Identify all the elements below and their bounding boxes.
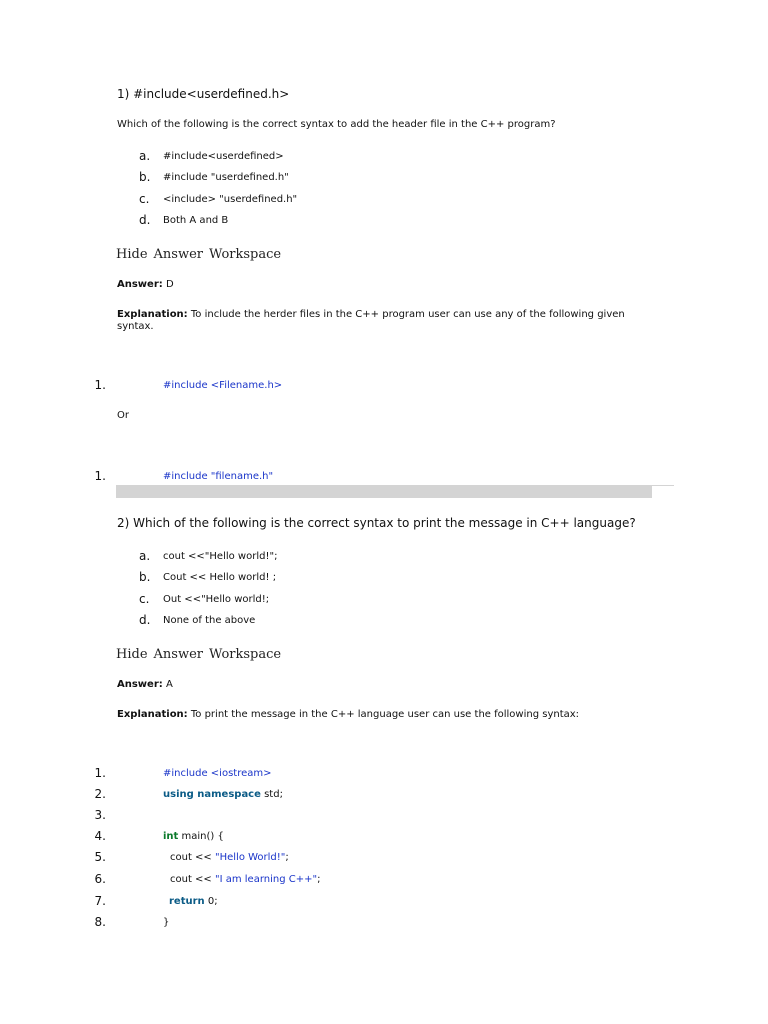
- code-plain: cout <<: [170, 874, 215, 885]
- explanation-label: Explanation:: [117, 309, 188, 320]
- question-1-title: 1) #include<userdefined.h>: [117, 87, 290, 101]
- code-line-number: 8.: [94, 915, 106, 929]
- option-letter: a.: [139, 149, 151, 163]
- explanation: [117, 309, 657, 333]
- option-letter: b.: [139, 570, 151, 584]
- option-letter: c.: [139, 592, 150, 606]
- option-text: Out <<"Hello world!;: [163, 594, 270, 605]
- answer-label: Answer: [153, 647, 203, 662]
- answer-value: A: [165, 679, 173, 690]
- code-line: }: [163, 917, 170, 928]
- option-letter: d.: [139, 213, 151, 227]
- code-line-number: 3.: [94, 808, 106, 822]
- separator-line: [652, 485, 674, 486]
- code-line-number: 1.: [94, 378, 106, 392]
- code-line-number: 4.: [94, 829, 106, 843]
- question-2-title: 2) Which of the following is the correct syntax to print the message in C++ language?: [117, 516, 636, 530]
- option-letter: d.: [139, 613, 151, 627]
- code-plain: 0;: [204, 896, 218, 907]
- code-plain: main() {: [178, 831, 224, 842]
- option-text: cout <<"Hello world!";: [163, 551, 278, 562]
- code-line: #include <Filename.h>: [163, 380, 283, 391]
- code-line: [170, 852, 289, 863]
- question-1-text: Which of the following is the correct syntax to add the header file in the C++ program?: [117, 119, 556, 130]
- hide-answer-workspace-link[interactable]: [116, 247, 287, 262]
- code-plain: cout <<: [170, 852, 215, 863]
- code-line: [169, 896, 218, 907]
- code-line: #include "filename.h": [163, 471, 274, 482]
- answer-label: Answer:: [117, 279, 163, 290]
- option-text: #include "userdefined.h": [163, 172, 289, 183]
- answer-label: Answer: [153, 247, 203, 262]
- explanation-label: Explanation:: [117, 709, 188, 720]
- explanation-text: To print the message in the C++ language user can use the following syntax:: [190, 709, 580, 720]
- code-line-number: 1.: [94, 469, 106, 483]
- code-line-number: 5.: [94, 850, 106, 864]
- option-text: Cout << Hello world! ;: [163, 572, 277, 583]
- option-text: <include> "userdefined.h": [163, 194, 298, 205]
- code-line: #include <iostream>: [163, 768, 272, 779]
- code-line: [163, 789, 283, 800]
- option-text: Both A and B: [163, 215, 229, 226]
- code-keyword: using namespace: [163, 789, 261, 800]
- option-letter: b.: [139, 170, 151, 184]
- code-line: [170, 874, 320, 885]
- option-letter: c.: [139, 192, 150, 206]
- option-letter: a.: [139, 549, 151, 563]
- code-plain: std;: [260, 789, 283, 800]
- code-line-number: 2.: [94, 787, 106, 801]
- answer-label: Answer:: [117, 679, 163, 690]
- code-plain: ;: [317, 874, 321, 885]
- explanation: [117, 709, 657, 721]
- code-string: "Hello World!": [215, 852, 286, 863]
- hide-label: Hide: [116, 647, 148, 662]
- answer-value: D: [165, 279, 174, 290]
- option-text: #include<userdefined>: [163, 151, 284, 162]
- hide-label: Hide: [116, 247, 148, 262]
- code-line-number: 1.: [94, 766, 106, 780]
- code-line: [163, 831, 224, 842]
- code-line-number: 6.: [94, 872, 106, 886]
- explanation-text: To include the herder files in the C++ program user can use any of the following given syntax.: [117, 309, 625, 332]
- or-text: Or: [117, 410, 129, 421]
- workspace-label: Workspace: [208, 247, 282, 262]
- answer-line: [117, 279, 174, 290]
- code-plain: ;: [285, 852, 289, 863]
- code-line-number: 7.: [94, 894, 106, 908]
- option-text: None of the above: [163, 615, 256, 626]
- answer-line: [117, 679, 173, 690]
- code-string: "I am learning C++": [215, 874, 318, 885]
- code-keyword: return: [169, 896, 205, 907]
- workspace-label: Workspace: [208, 647, 282, 662]
- code-type: int: [163, 831, 179, 842]
- separator-bar: [116, 485, 652, 498]
- hide-answer-workspace-link[interactable]: [116, 647, 287, 662]
